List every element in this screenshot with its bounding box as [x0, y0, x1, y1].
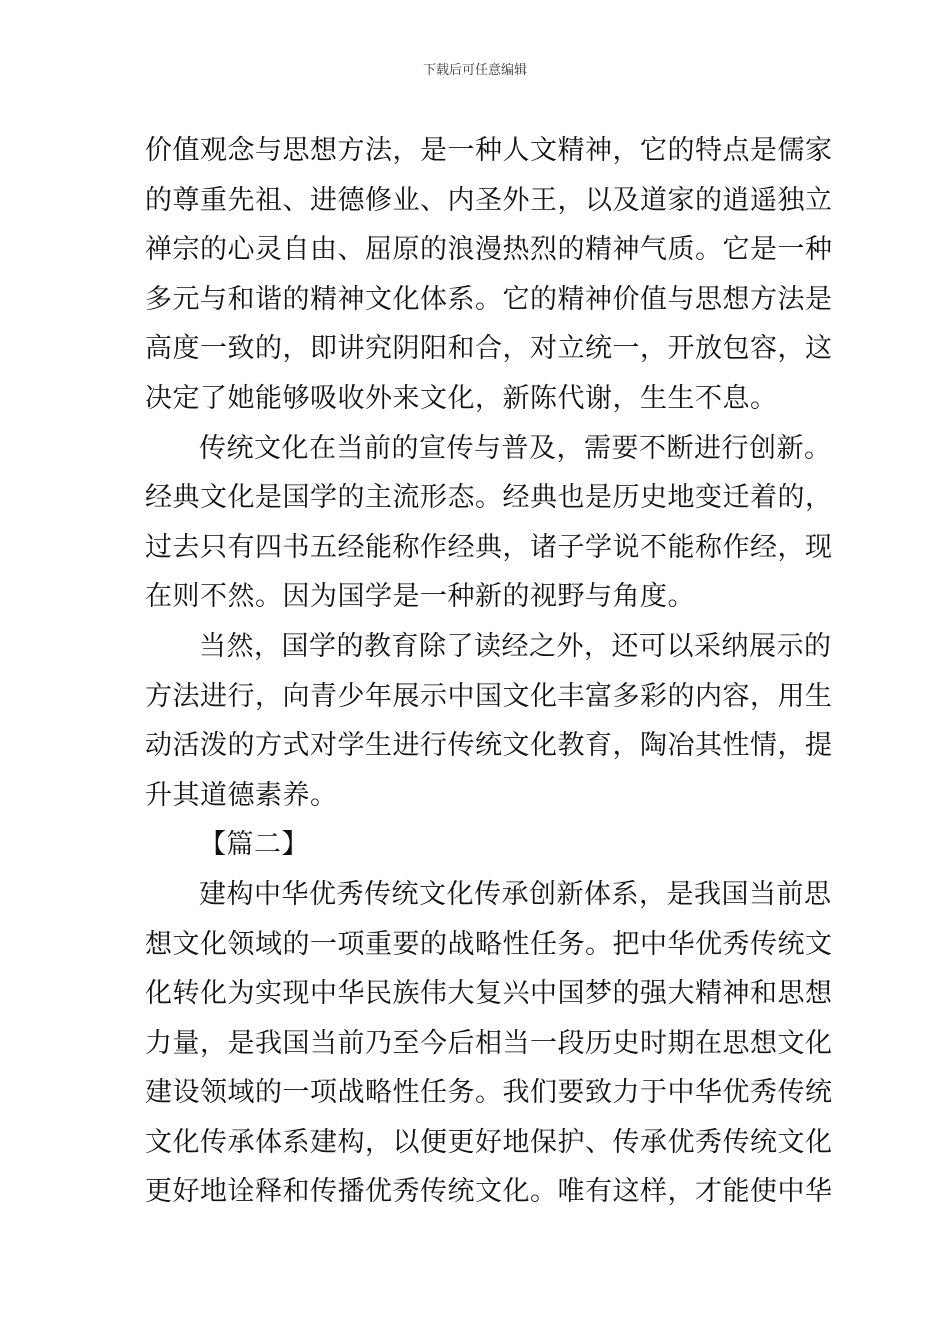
text-line: 过去只有四书五经能称作经典，诸子学说不能称作经，现 [145, 531, 833, 563]
text-line: 决定了她能够吸收外来文化，新陈代谢，生生不息。 [145, 382, 778, 414]
text-line: 建设领域的一项战略性任务。我们要致力于中华优秀传统 [145, 1077, 833, 1109]
text-line: 升其道德素养。 [145, 779, 338, 811]
text-line: 方法进行，向青少年展示中国文化丰富多彩的内容，用生 [145, 680, 833, 712]
paragraph-first-line: 建构中华优秀传统文化传承创新体系，是我国当前思 [199, 878, 832, 910]
document-body [145, 126, 833, 1217]
text-line: 价值观念与思想方法，是一种人文精神，它的特点是儒家 [145, 135, 833, 166]
text-line: 化转化为实现中华民族伟大复兴中国梦的强大精神和思想 [145, 978, 833, 1010]
text-line: 力量，是我国当前乃至今后相当一段历史时期在思想文化 [145, 1027, 833, 1059]
text-line: 动活泼的方式对学生进行传统文化教育，陶冶其性情，提 [145, 730, 833, 762]
text-line: 多元与和谐的精神文化体系。它的精神价值与思想方法是 [145, 283, 833, 315]
text-line: 在则不然。因为国学是一种新的视野与角度。 [145, 581, 695, 613]
text-line: 想文化领域的一项重要的战略性任务。把中华优秀传统文 [145, 928, 833, 960]
text-line: 更好地诠释和传播优秀传统文化。唯有这样，才能使中华 [145, 1176, 833, 1208]
text-line: 的尊重先祖、进德修业、内圣外王，以及道家的逍遥独立 [145, 184, 833, 216]
text-line: 高度一致的，即讲究阴阳和合，对立统一，开放包容，这 [145, 333, 833, 365]
text-line: 经典文化是国学的主流形态。经典也是历史地变迁着的， [145, 482, 833, 514]
paragraph-first-line: 当然，国学的教育除了读经之外，还可以采纳展示的 [199, 630, 832, 662]
page-header: 下载后可任意编辑 [422, 63, 527, 78]
text-line: 文化传承体系建构，以便更好地保护、传承优秀传统文化 [145, 1126, 833, 1158]
text-line: 禅宗的心灵自由、屈原的浪漫热烈的精神气质。它是一种 [145, 234, 833, 266]
paragraph-first-line: 传统文化在当前的宣传与普及，需要不断进行创新。 [199, 432, 832, 464]
section-heading: 【篇二】 [199, 829, 309, 861]
